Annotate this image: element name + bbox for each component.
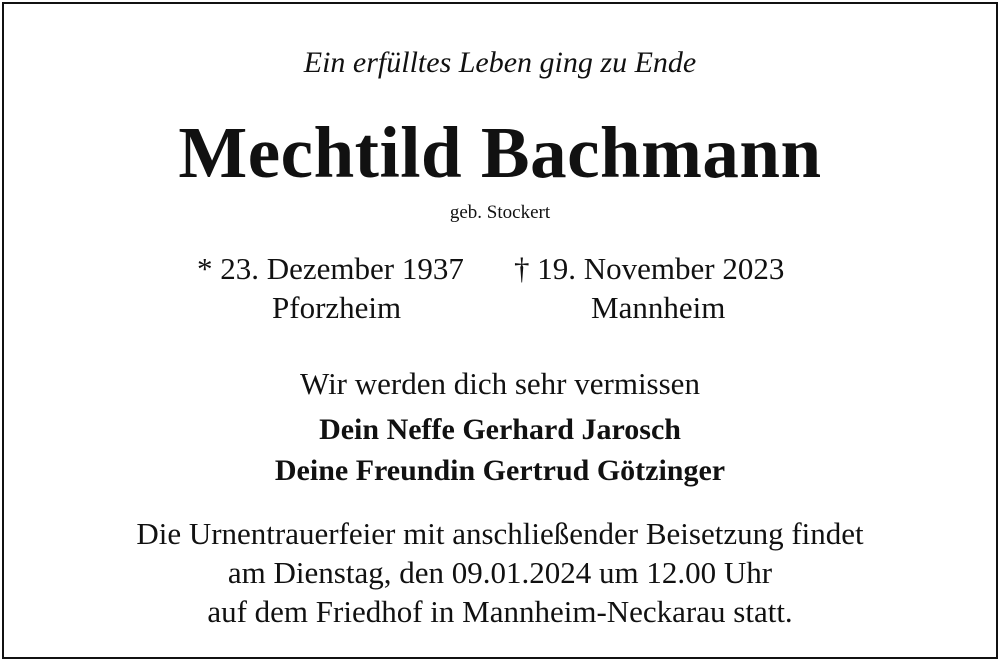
death-date: † 19. November 2023 (514, 251, 785, 286)
birth-place: Pforzheim (272, 290, 402, 325)
death-place: Mannheim (591, 290, 726, 325)
mourner-nephew: Dein Neffe Gerhard Jarosch (319, 413, 681, 446)
deceased-name: Mechtild Bachmann (178, 112, 822, 193)
ceremony-line-3: auf dem Friedhof in Mannheim-Neckarau statt. (207, 594, 793, 629)
ceremony-line-1: Die Urnentrauerfeier mit anschließender Beisetzung findet (136, 516, 864, 551)
mourner-friend: Deine Freundin Gertrud Götzinger (274, 454, 726, 487)
obituary-notice (2, 2, 998, 659)
intro-line: Ein erfülltes Leben ging zu Ende (303, 46, 697, 79)
maiden-name: geb. Stockert (449, 202, 551, 223)
farewell-line: Wir werden dich sehr vermissen (300, 366, 700, 401)
birth-date: * 23. Dezember 1937 (197, 251, 464, 286)
ceremony-line-2: am Dienstag, den 09.01.2024 um 12.00 Uhr (227, 555, 773, 590)
